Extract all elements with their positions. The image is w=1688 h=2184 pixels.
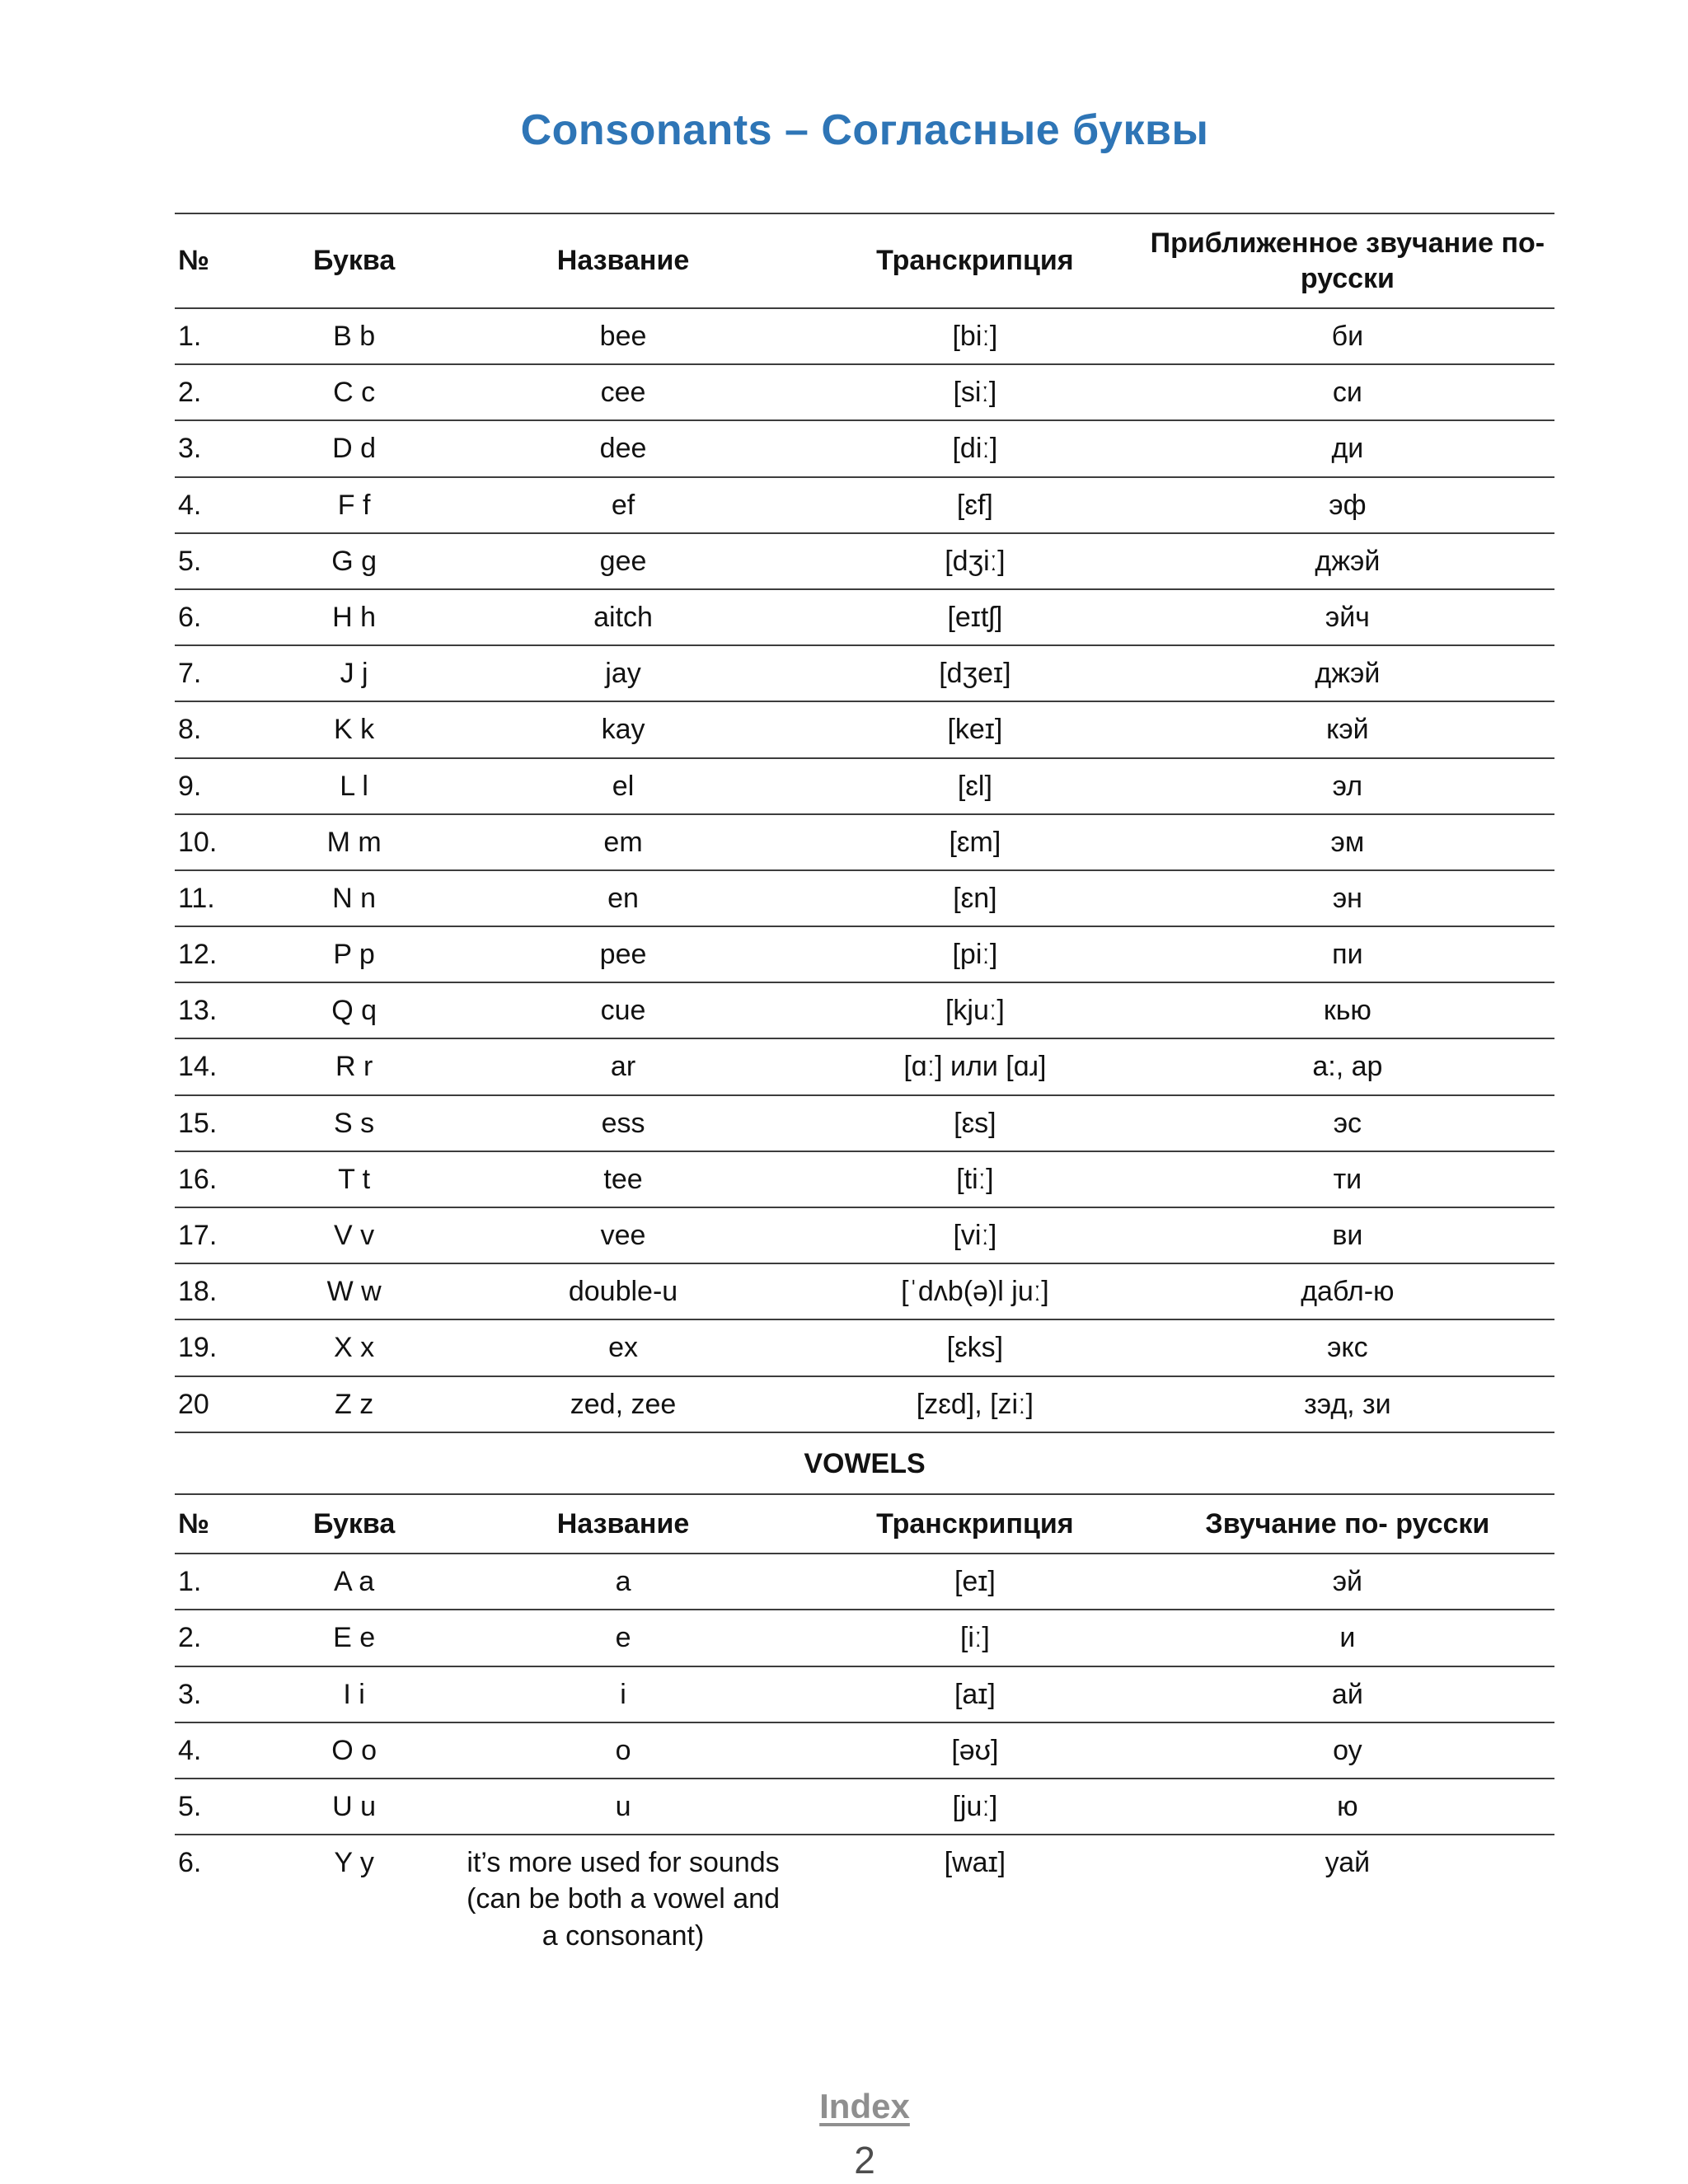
row-letter: G g bbox=[271, 533, 437, 589]
row-sound: би bbox=[1141, 308, 1554, 364]
table-row bbox=[175, 1207, 1554, 1263]
row-number: 12. bbox=[175, 926, 271, 982]
row-number: 3. bbox=[175, 1666, 271, 1722]
consonants-header-transcription: Транскрипция bbox=[809, 213, 1141, 308]
row-number: 4. bbox=[175, 1722, 271, 1779]
row-number: 11. bbox=[175, 870, 271, 926]
vowels-section-heading: VOWELS bbox=[804, 1447, 926, 1479]
row-name: gee bbox=[437, 533, 809, 589]
row-letter: Y y bbox=[334, 1847, 374, 1879]
row-number: 17. bbox=[175, 1207, 271, 1263]
consonants-header-row bbox=[175, 213, 1554, 308]
row-transcription: [diː] bbox=[809, 420, 1141, 476]
row-letter: B b bbox=[271, 308, 437, 364]
row-number: 1. bbox=[175, 1554, 271, 1610]
row-number: 16. bbox=[175, 1151, 271, 1207]
row-letter: X x bbox=[271, 1319, 437, 1376]
row-name: ar bbox=[437, 1038, 809, 1094]
row-sound: си bbox=[1141, 364, 1554, 420]
table-row bbox=[175, 1095, 1554, 1151]
table-row bbox=[175, 982, 1554, 1038]
row-number: 6. bbox=[175, 589, 271, 645]
row-sound: уай bbox=[1325, 1847, 1371, 1879]
table-row bbox=[175, 1376, 1554, 1432]
row-name-text: i bbox=[620, 1678, 626, 1710]
row-sound: эс bbox=[1141, 1095, 1554, 1151]
row-letter: J j bbox=[271, 645, 437, 701]
row-sound: ти bbox=[1141, 1151, 1554, 1207]
row-name: double-u bbox=[437, 1263, 809, 1319]
row-number: 15. bbox=[175, 1095, 271, 1151]
row-transcription: [eɪ] bbox=[809, 1554, 1141, 1610]
consonants-header-num: № bbox=[175, 213, 271, 308]
row-name: ef bbox=[437, 477, 809, 533]
row-name: pee bbox=[437, 926, 809, 982]
vowels-body bbox=[175, 1554, 1554, 1963]
row-sound: ви bbox=[1141, 1207, 1554, 1263]
row-sound: пи bbox=[1141, 926, 1554, 982]
row-letter: A a bbox=[271, 1554, 437, 1610]
row-name: em bbox=[437, 814, 809, 870]
row-number: 2. bbox=[175, 1610, 271, 1666]
row-number: 18. bbox=[175, 1263, 271, 1319]
row-name bbox=[437, 1722, 809, 1779]
row-transcription: [ɑː] или [ɑɹ] bbox=[809, 1038, 1141, 1094]
table-row bbox=[175, 870, 1554, 926]
row-name: tee bbox=[437, 1151, 809, 1207]
row-transcription: [piː] bbox=[809, 926, 1141, 982]
consonants-header-sound: Приближенное звучание по-русски bbox=[1141, 213, 1554, 308]
row-transcription: [ˈdʌb(ə)l juː] bbox=[809, 1263, 1141, 1319]
row-letter: K k bbox=[271, 701, 437, 757]
row-transcription: [dʒiː] bbox=[809, 533, 1141, 589]
row-letter: O o bbox=[271, 1722, 437, 1779]
row-name: vee bbox=[437, 1207, 809, 1263]
row-sound: эй bbox=[1141, 1554, 1554, 1610]
row-name bbox=[437, 1835, 809, 1963]
row-letter: T t bbox=[271, 1151, 437, 1207]
vowels-header-transcription: Транскрипция bbox=[809, 1494, 1141, 1554]
row-number: 19. bbox=[175, 1319, 271, 1376]
row-sound: эм bbox=[1141, 814, 1554, 870]
row-transcription: [ɛs] bbox=[809, 1095, 1141, 1151]
table-row bbox=[175, 364, 1554, 420]
row-letter: P p bbox=[271, 926, 437, 982]
row-transcription: [keɪ] bbox=[809, 701, 1141, 757]
row-transcription: [ɛn] bbox=[809, 870, 1141, 926]
row-number: 6. bbox=[178, 1847, 202, 1879]
consonants-header-letter: Буква bbox=[271, 213, 437, 308]
row-letter: V v bbox=[271, 1207, 437, 1263]
row-name bbox=[437, 1666, 809, 1722]
row-transcription: [viː] bbox=[809, 1207, 1141, 1263]
row-transcription: [siː] bbox=[809, 364, 1141, 420]
row-name-text: it’s more used for sounds (can be both a vowel and a consonant) bbox=[467, 1847, 780, 1952]
row-name: zed, zee bbox=[437, 1376, 809, 1432]
vowels-header-num: № bbox=[175, 1494, 271, 1554]
row-name-text: u bbox=[615, 1791, 631, 1822]
table-row bbox=[175, 1263, 1554, 1319]
table-row bbox=[175, 589, 1554, 645]
row-sound: кью bbox=[1141, 982, 1554, 1038]
row-number: 4. bbox=[175, 477, 271, 533]
page-footer bbox=[175, 2087, 1554, 2182]
row-sound: ю bbox=[1141, 1779, 1554, 1835]
row-letter: Q q bbox=[271, 982, 437, 1038]
row-name-text: o bbox=[615, 1734, 631, 1766]
row-letter: C c bbox=[271, 364, 437, 420]
row-name: cue bbox=[437, 982, 809, 1038]
row-name: kay bbox=[437, 701, 809, 757]
table-row bbox=[175, 308, 1554, 364]
row-number: 10. bbox=[175, 814, 271, 870]
table-row bbox=[175, 1038, 1554, 1094]
row-name bbox=[437, 1779, 809, 1835]
row-transcription: [aɪ] bbox=[809, 1666, 1141, 1722]
row-transcription: [ɛf] bbox=[809, 477, 1141, 533]
row-sound: эл bbox=[1141, 758, 1554, 814]
row-letter: Z z bbox=[271, 1376, 437, 1432]
row-letter: D d bbox=[271, 420, 437, 476]
row-sound: эф bbox=[1141, 477, 1554, 533]
row-sound: эн bbox=[1141, 870, 1554, 926]
table-row bbox=[175, 1835, 1554, 1963]
row-transcription: [biː] bbox=[809, 308, 1141, 364]
page-title: Consonants – Согласные буквы bbox=[520, 106, 1209, 154]
row-sound: кэй bbox=[1141, 701, 1554, 757]
row-number: 8. bbox=[175, 701, 271, 757]
row-transcription: [ɛm] bbox=[809, 814, 1141, 870]
row-letter: I i bbox=[271, 1666, 437, 1722]
row-name: cee bbox=[437, 364, 809, 420]
row-sound: зэд, зи bbox=[1141, 1376, 1554, 1432]
row-transcription: [waɪ] bbox=[944, 1847, 1006, 1879]
row-number: 20 bbox=[175, 1376, 271, 1432]
row-sound: джэй bbox=[1141, 533, 1554, 589]
row-transcription: [ɛl] bbox=[809, 758, 1141, 814]
row-number: 3. bbox=[175, 420, 271, 476]
row-sound: оу bbox=[1141, 1722, 1554, 1779]
row-number: 2. bbox=[175, 364, 271, 420]
row-transcription: [juː] bbox=[809, 1779, 1141, 1835]
row-number: 13. bbox=[175, 982, 271, 1038]
row-transcription: [ɛks] bbox=[809, 1319, 1141, 1376]
table-row bbox=[175, 926, 1554, 982]
row-sound: ай bbox=[1141, 1666, 1554, 1722]
row-letter: S s bbox=[271, 1095, 437, 1151]
row-letter: F f bbox=[271, 477, 437, 533]
row-sound: ди bbox=[1141, 420, 1554, 476]
vowels-table bbox=[175, 1493, 1554, 1963]
table-row bbox=[175, 533, 1554, 589]
row-sound: джэй bbox=[1141, 645, 1554, 701]
row-name: ess bbox=[437, 1095, 809, 1151]
row-name: en bbox=[437, 870, 809, 926]
row-letter: U u bbox=[271, 1779, 437, 1835]
index-link[interactable]: Index bbox=[819, 2086, 910, 2125]
vowels-header-name: Название bbox=[437, 1494, 809, 1554]
table-row bbox=[175, 1554, 1554, 1610]
row-letter: H h bbox=[271, 589, 437, 645]
row-number: 1. bbox=[175, 308, 271, 364]
vowels-header-sound: Звучание по- русски bbox=[1141, 1494, 1554, 1554]
table-row bbox=[175, 701, 1554, 757]
row-letter: E e bbox=[271, 1610, 437, 1666]
consonants-table bbox=[175, 213, 1554, 1433]
row-name: el bbox=[437, 758, 809, 814]
consonants-body bbox=[175, 308, 1554, 1432]
row-sound: а:, ар bbox=[1141, 1038, 1554, 1094]
vowels-header-letter: Буква bbox=[271, 1494, 437, 1554]
vowels-header-row bbox=[175, 1494, 1554, 1554]
row-number: 5. bbox=[175, 533, 271, 589]
row-name-text: a bbox=[615, 1566, 631, 1598]
row-letter: N n bbox=[271, 870, 437, 926]
consonants-header-name: Название bbox=[437, 213, 809, 308]
row-transcription: [əʊ] bbox=[809, 1722, 1141, 1779]
row-name: aitch bbox=[437, 589, 809, 645]
row-name: jay bbox=[437, 645, 809, 701]
row-letter: L l bbox=[271, 758, 437, 814]
row-sound: экс bbox=[1141, 1319, 1554, 1376]
row-transcription: [zɛd], [ziː] bbox=[809, 1376, 1141, 1432]
table-row bbox=[175, 1610, 1554, 1666]
row-number: 14. bbox=[175, 1038, 271, 1094]
row-transcription: [eɪtʃ] bbox=[809, 589, 1141, 645]
table-row bbox=[175, 645, 1554, 701]
table-row bbox=[175, 1722, 1554, 1779]
table-row bbox=[175, 1666, 1554, 1722]
table-row bbox=[175, 1779, 1554, 1835]
row-sound: эйч bbox=[1141, 589, 1554, 645]
row-sound: дабл-ю bbox=[1141, 1263, 1554, 1319]
row-name: ex bbox=[437, 1319, 809, 1376]
page-number: 2 bbox=[854, 2138, 875, 2182]
row-transcription: [tiː] bbox=[809, 1151, 1141, 1207]
table-row bbox=[175, 758, 1554, 814]
table-row bbox=[175, 814, 1554, 870]
table-row bbox=[175, 1151, 1554, 1207]
row-name: bee bbox=[437, 308, 809, 364]
row-transcription: [iː] bbox=[809, 1610, 1141, 1666]
row-letter: R r bbox=[271, 1038, 437, 1094]
row-transcription: [kjuː] bbox=[809, 982, 1141, 1038]
row-name-text: e bbox=[615, 1622, 631, 1654]
table-row bbox=[175, 1319, 1554, 1376]
table-row bbox=[175, 420, 1554, 476]
row-number: 7. bbox=[175, 645, 271, 701]
row-name bbox=[437, 1554, 809, 1610]
row-name: dee bbox=[437, 420, 809, 476]
row-name bbox=[437, 1610, 809, 1666]
row-sound: и bbox=[1141, 1610, 1554, 1666]
row-number: 9. bbox=[175, 758, 271, 814]
row-letter: M m bbox=[271, 814, 437, 870]
table-row bbox=[175, 477, 1554, 533]
row-letter: W w bbox=[271, 1263, 437, 1319]
row-transcription: [dʒeɪ] bbox=[809, 645, 1141, 701]
row-number: 5. bbox=[175, 1779, 271, 1835]
